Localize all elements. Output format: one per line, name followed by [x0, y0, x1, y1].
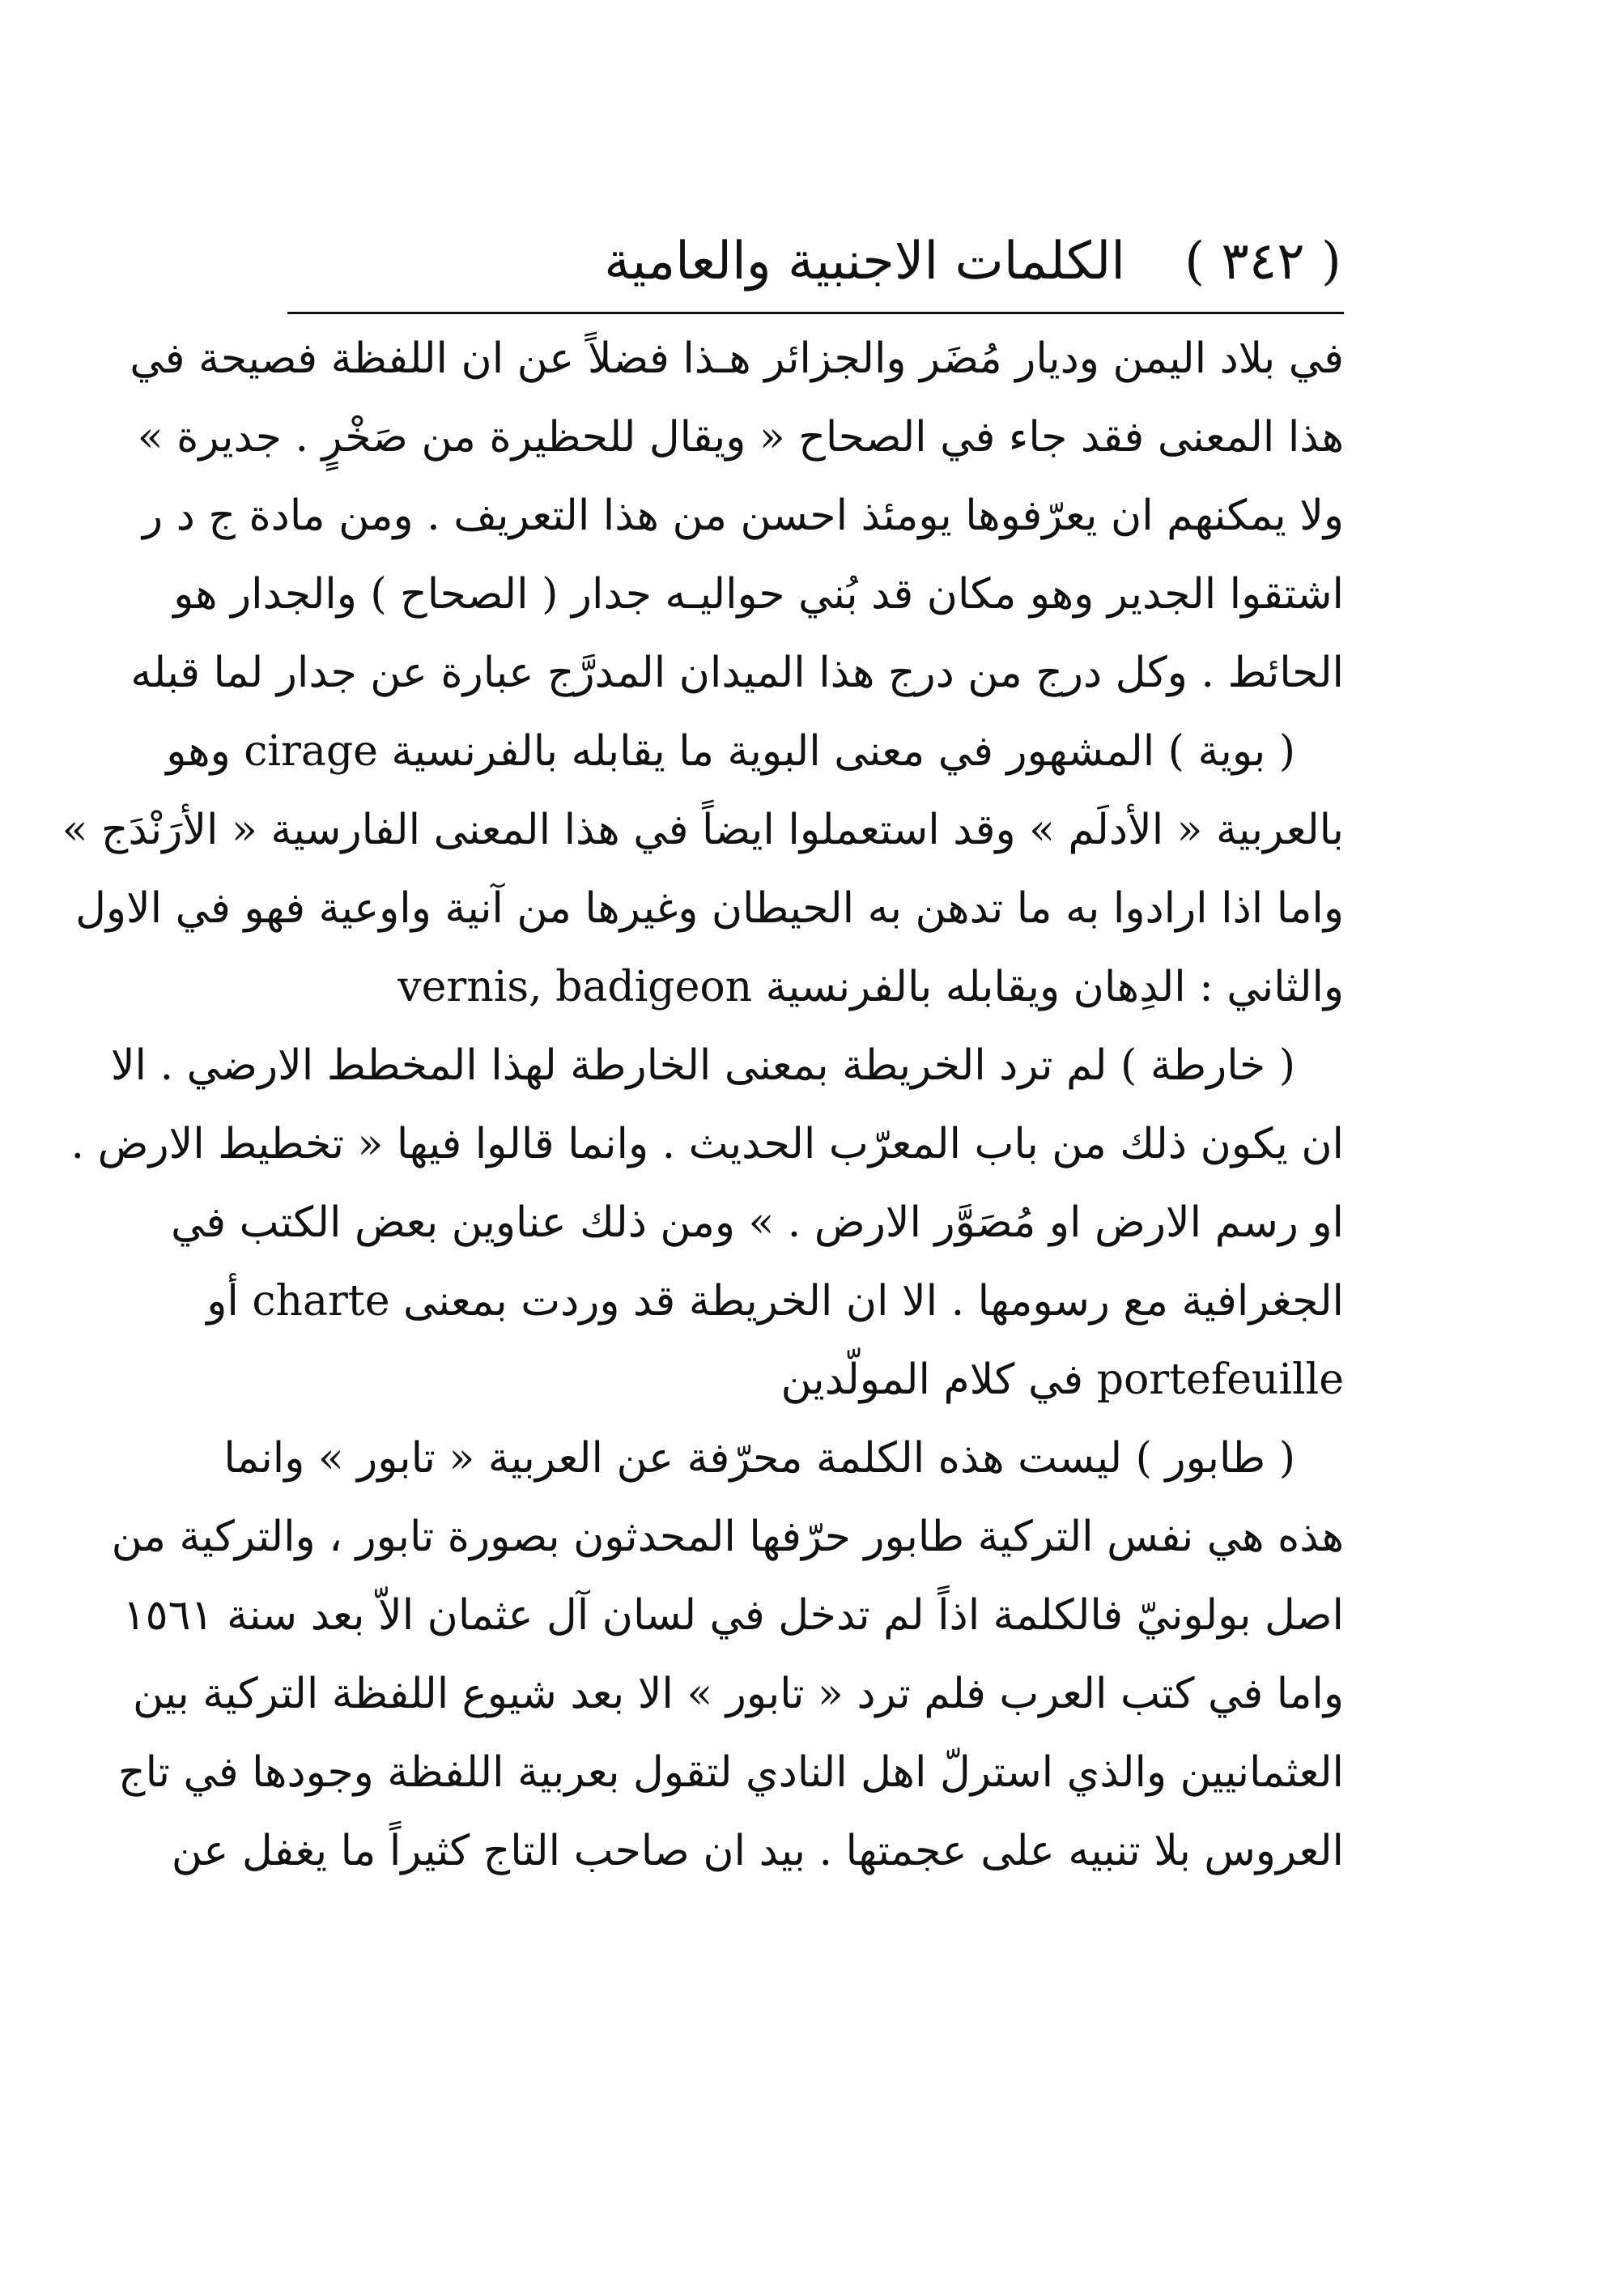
text-line: واما اذا ارادوا به ما تدهن به الحيطان وغيرها من آنية واوعية فهو في الاول: [75, 884, 1344, 933]
text-line: اشتقوا الجدير وهو مكان قد بُني حواليـه جدار ( الصحاح ) والجدار هو: [173, 570, 1344, 619]
text-line: هذا المعنى فقد جاء في الصحاح « ويقال للحظيرة من صَخْرٍ . جديرة »: [137, 413, 1344, 462]
text-line: واما في كتب العرب فلم ترد « تابور » الا بعد شيوع اللفظة التركية بين: [133, 1670, 1344, 1718]
header-rule: [287, 312, 1344, 314]
entry-first-line: ( طابور ) ليست هذه الكلمة محرّفة عن العربية « تابور » وانما: [223, 1434, 1295, 1483]
text-line: والثاني : الدِهان ويقابله بالفرنسية vernis, badigeon: [397, 963, 1344, 1011]
text-line: او رسم الارض او مُصَوَّر الارض . » ومن ذلك عناوين بعض الكتب في: [170, 1198, 1344, 1247]
page-number: ( ٣٤٢ ): [1184, 232, 1341, 292]
entry-first-line: ( خارطة ) لم ترد الخريطة بمعنى الخارطة لهذا المخطط الارضي . الا: [110, 1041, 1295, 1090]
text-line: الحائط . وكل درج من درج هذا الميدان المدرَّج عبارة عن جدار لما قبله: [130, 649, 1344, 697]
entry-first-line: ( بوية ) المشهور في معنى البوية ما يقابله بالفرنسية cirage وهو: [166, 727, 1295, 776]
text-line: الجغرافية مع رسومها . الا ان الخريطة قد وردت بمعنى charte أو: [206, 1277, 1344, 1326]
text-line: ولا يمكنهم ان يعرّفوها يومئذ احسن من هذا التعريف . ومن مادة ج د ر: [142, 492, 1344, 540]
text-line: بالعربية « الأدلَم » وقد استعملوا ايضاً في هذا المعنى الفارسية « الأرَنْدَج »: [62, 806, 1344, 854]
text-line: هذه هي نفس التركية طابور حرّفها المحدثون بصورة تابور ، والتركية من: [111, 1513, 1344, 1561]
text-line: العروس بلا تنبيه على عجمتها . بيد ان صاحب التاج كثيراً ما يغفل عن: [171, 1827, 1344, 1875]
page-header: [291, 217, 1344, 306]
text-line: ان يكون ذلك من باب المعرّب الحديث . وانما قالوا فيها « تخطيط الارض .: [70, 1120, 1344, 1168]
text-line: في بلاد اليمن وديار مُضَر والجزائر هـذا فضلاً عن ان اللفظة فصيحة في: [130, 334, 1344, 383]
text-line: العثمانيين والذي استرلّ اهل النادي لتقول بعربية اللفظة وجودها في تاج: [118, 1748, 1344, 1797]
text-line: اصل بولونيّ فالكلمة اذاً لم تدخل في لسان آل عثمان الاّ بعد سنة ١٥٦١: [122, 1591, 1344, 1640]
running-title: الكلمات الاجنبية والعامية: [604, 232, 1125, 292]
body-text: [62, 320, 1344, 1891]
text-line: portefeuille في كلام المولّدين: [780, 1356, 1344, 1404]
